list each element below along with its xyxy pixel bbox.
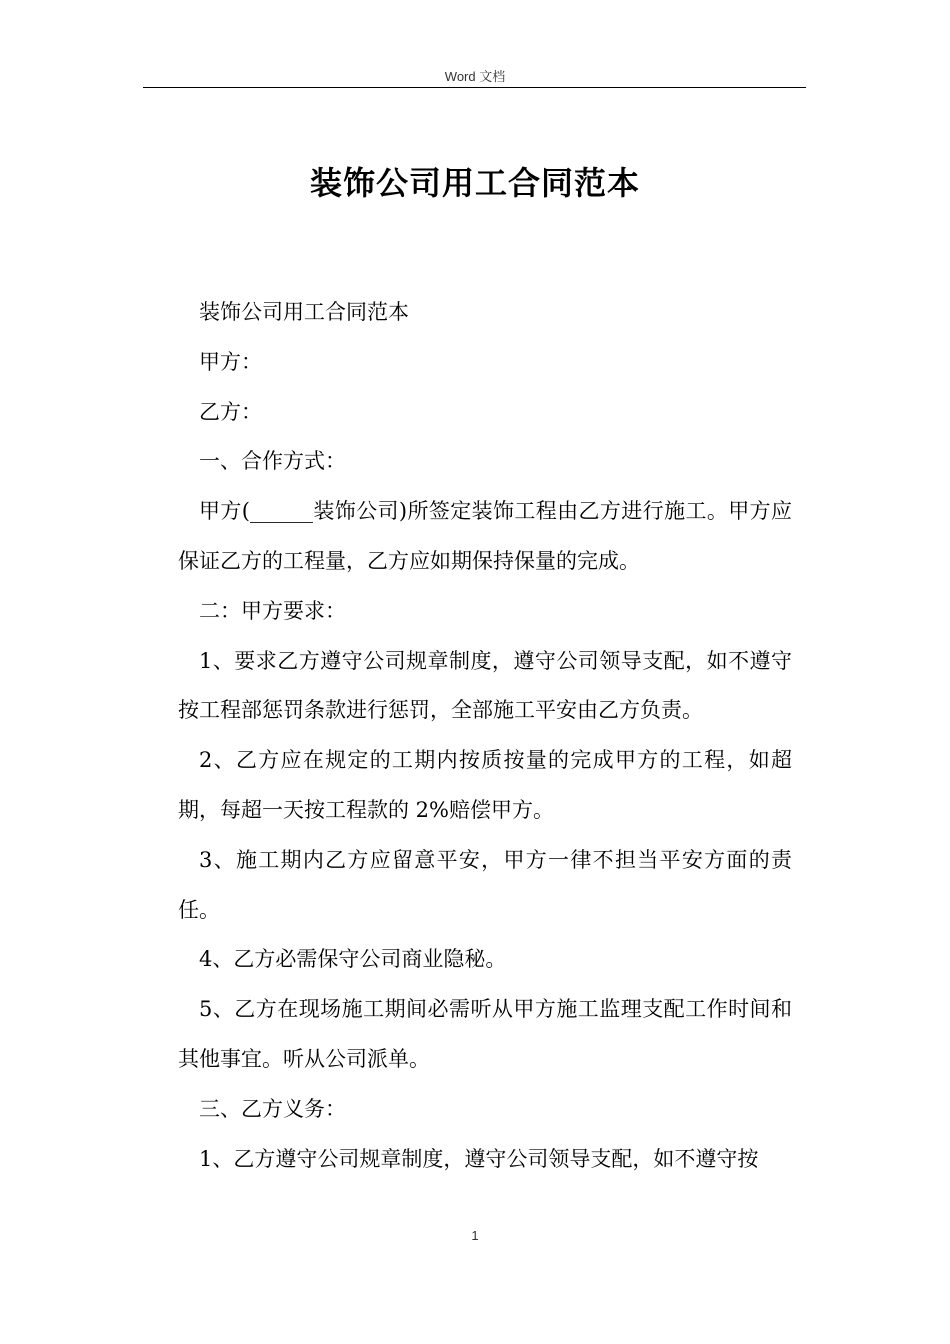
paragraph: 1、乙方遵守公司规章制度，遵守公司领导支配，如不遵守按 <box>199 1146 759 1171</box>
paragraph: 一、合作方式： <box>199 449 346 474</box>
page-number: 1 <box>471 1228 479 1243</box>
paragraph: 乙方： <box>199 399 262 424</box>
paragraph: 4、乙方必需保守公司商业隐秘。 <box>199 947 507 972</box>
paragraph: 甲方： <box>199 349 262 374</box>
paragraph: 3、施工期内乙方应留意平安，甲方一律不担当平安方面的责任。 <box>178 847 792 922</box>
paragraph: 甲方(______装饰公司)所签定装饰工程由乙方进行施工。甲方应保证乙方的工程量，乙方应如期保持保量的完成。 <box>178 499 792 573</box>
paragraph: 1、要求乙方遵守公司规章制度，遵守公司领导支配，如不遵守按工程部惩罚条款进行惩罚，全部施工平安由乙方负责。 <box>178 648 792 723</box>
header-divider <box>143 87 806 88</box>
document-body <box>178 288 792 1184</box>
document-title: 装饰公司用工合同范本 <box>309 164 640 202</box>
paragraph: 2、乙方应在规定的工期内按质按量的完成甲方的工程，如超期，每超一天按工程款的 2%赔偿甲方。 <box>178 748 792 822</box>
paragraph: 三、乙方义务： <box>199 1096 346 1121</box>
paragraph: 装饰公司用工合同范本 <box>199 300 409 324</box>
paragraph: 二：甲方要求： <box>199 598 346 623</box>
paragraph: 5、乙方在现场施工期间必需听从甲方施工监理支配工作时间和其他事宜。听从公司派单。 <box>178 997 792 1071</box>
page-header: Word 文档 <box>444 69 506 84</box>
